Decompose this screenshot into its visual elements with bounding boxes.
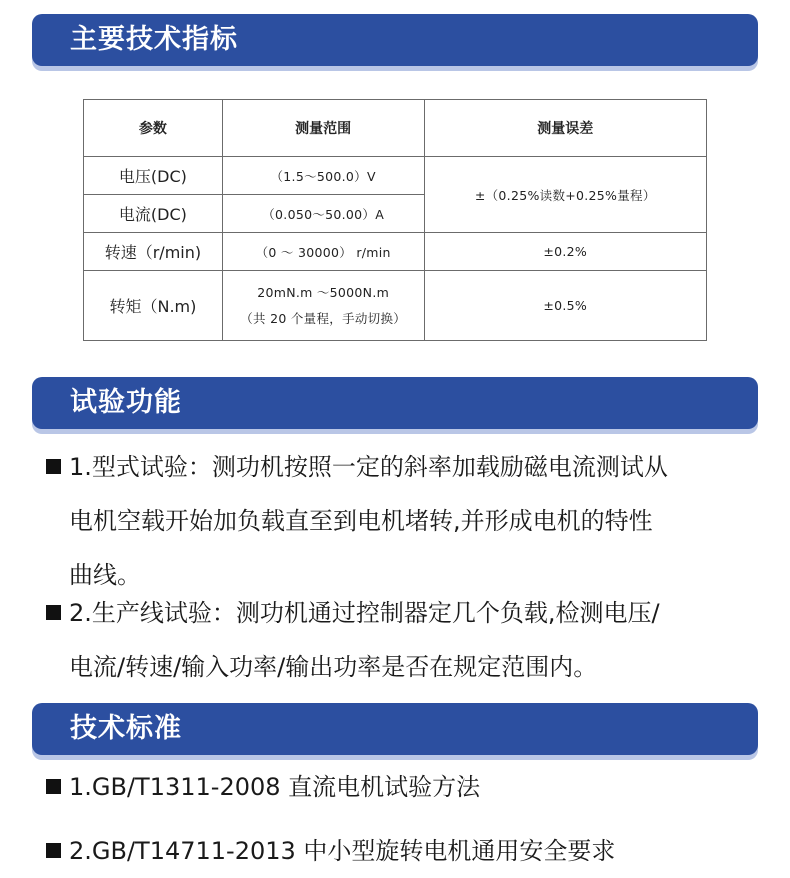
spec-table	[83, 99, 707, 341]
square-bullet-icon	[46, 843, 61, 858]
square-bullet-icon	[46, 459, 61, 474]
function-item	[46, 586, 766, 694]
param-cell: 电压(DC)	[84, 157, 223, 195]
function-line: 2.生产线试验：测功机通过控制器定几个负载,检测电压/	[69, 599, 660, 627]
param-cell: 转速（r/min)	[84, 233, 223, 271]
section-header-specs	[32, 14, 758, 66]
square-bullet-icon	[46, 779, 61, 794]
range-cell: （1.5～500.0）V	[222, 157, 424, 195]
table-row	[84, 271, 707, 341]
section-header-standards	[32, 703, 758, 755]
table-header-cell: 参数	[84, 100, 223, 157]
range-cell	[222, 271, 424, 341]
table-row	[84, 233, 707, 271]
standard-item	[46, 824, 766, 878]
function-item	[46, 440, 766, 602]
standard-item	[46, 760, 766, 814]
range-cell: （0.050～50.00）A	[222, 195, 424, 233]
range-line: （共 20 个量程，手动切换）	[240, 310, 407, 326]
table-header-cell: 测量范围	[222, 100, 424, 157]
range-cell: （0 ～ 30000） r/min	[222, 233, 424, 271]
error-cell: ±0.2%	[424, 233, 707, 271]
param-cell: 转矩（N.m)	[84, 271, 223, 341]
section-title: 主要技术指标	[70, 24, 238, 55]
error-cell: ±0.5%	[424, 271, 707, 341]
range-line: 20mN.m ～5000N.m	[257, 284, 390, 300]
section-title: 试验功能	[70, 387, 182, 418]
function-line: 电机空载开始加负载直至到电机堵转,并形成电机的特性	[69, 507, 653, 535]
table-header-row	[84, 100, 707, 157]
section-header-functions	[32, 377, 758, 429]
function-line: 电流/转速/输入功率/输出功率是否在规定范围内。	[69, 653, 598, 681]
table-row	[84, 157, 707, 195]
standard-text: 1.GB/T1311-2008 直流电机试验方法	[69, 773, 481, 801]
function-line: 1.型式试验：测功机按照一定的斜率加载励磁电流测试从	[69, 453, 668, 481]
section-title: 技术标准	[70, 713, 182, 744]
param-cell: 电流(DC)	[84, 195, 223, 233]
error-cell: ±（0.25%读数+0.25%量程）	[424, 157, 707, 233]
table-header-cell: 测量误差	[424, 100, 707, 157]
square-bullet-icon	[46, 605, 61, 620]
standard-text: 2.GB/T14711-2013 中小型旋转电机通用安全要求	[69, 837, 616, 865]
function-line: 曲线。	[69, 561, 141, 589]
